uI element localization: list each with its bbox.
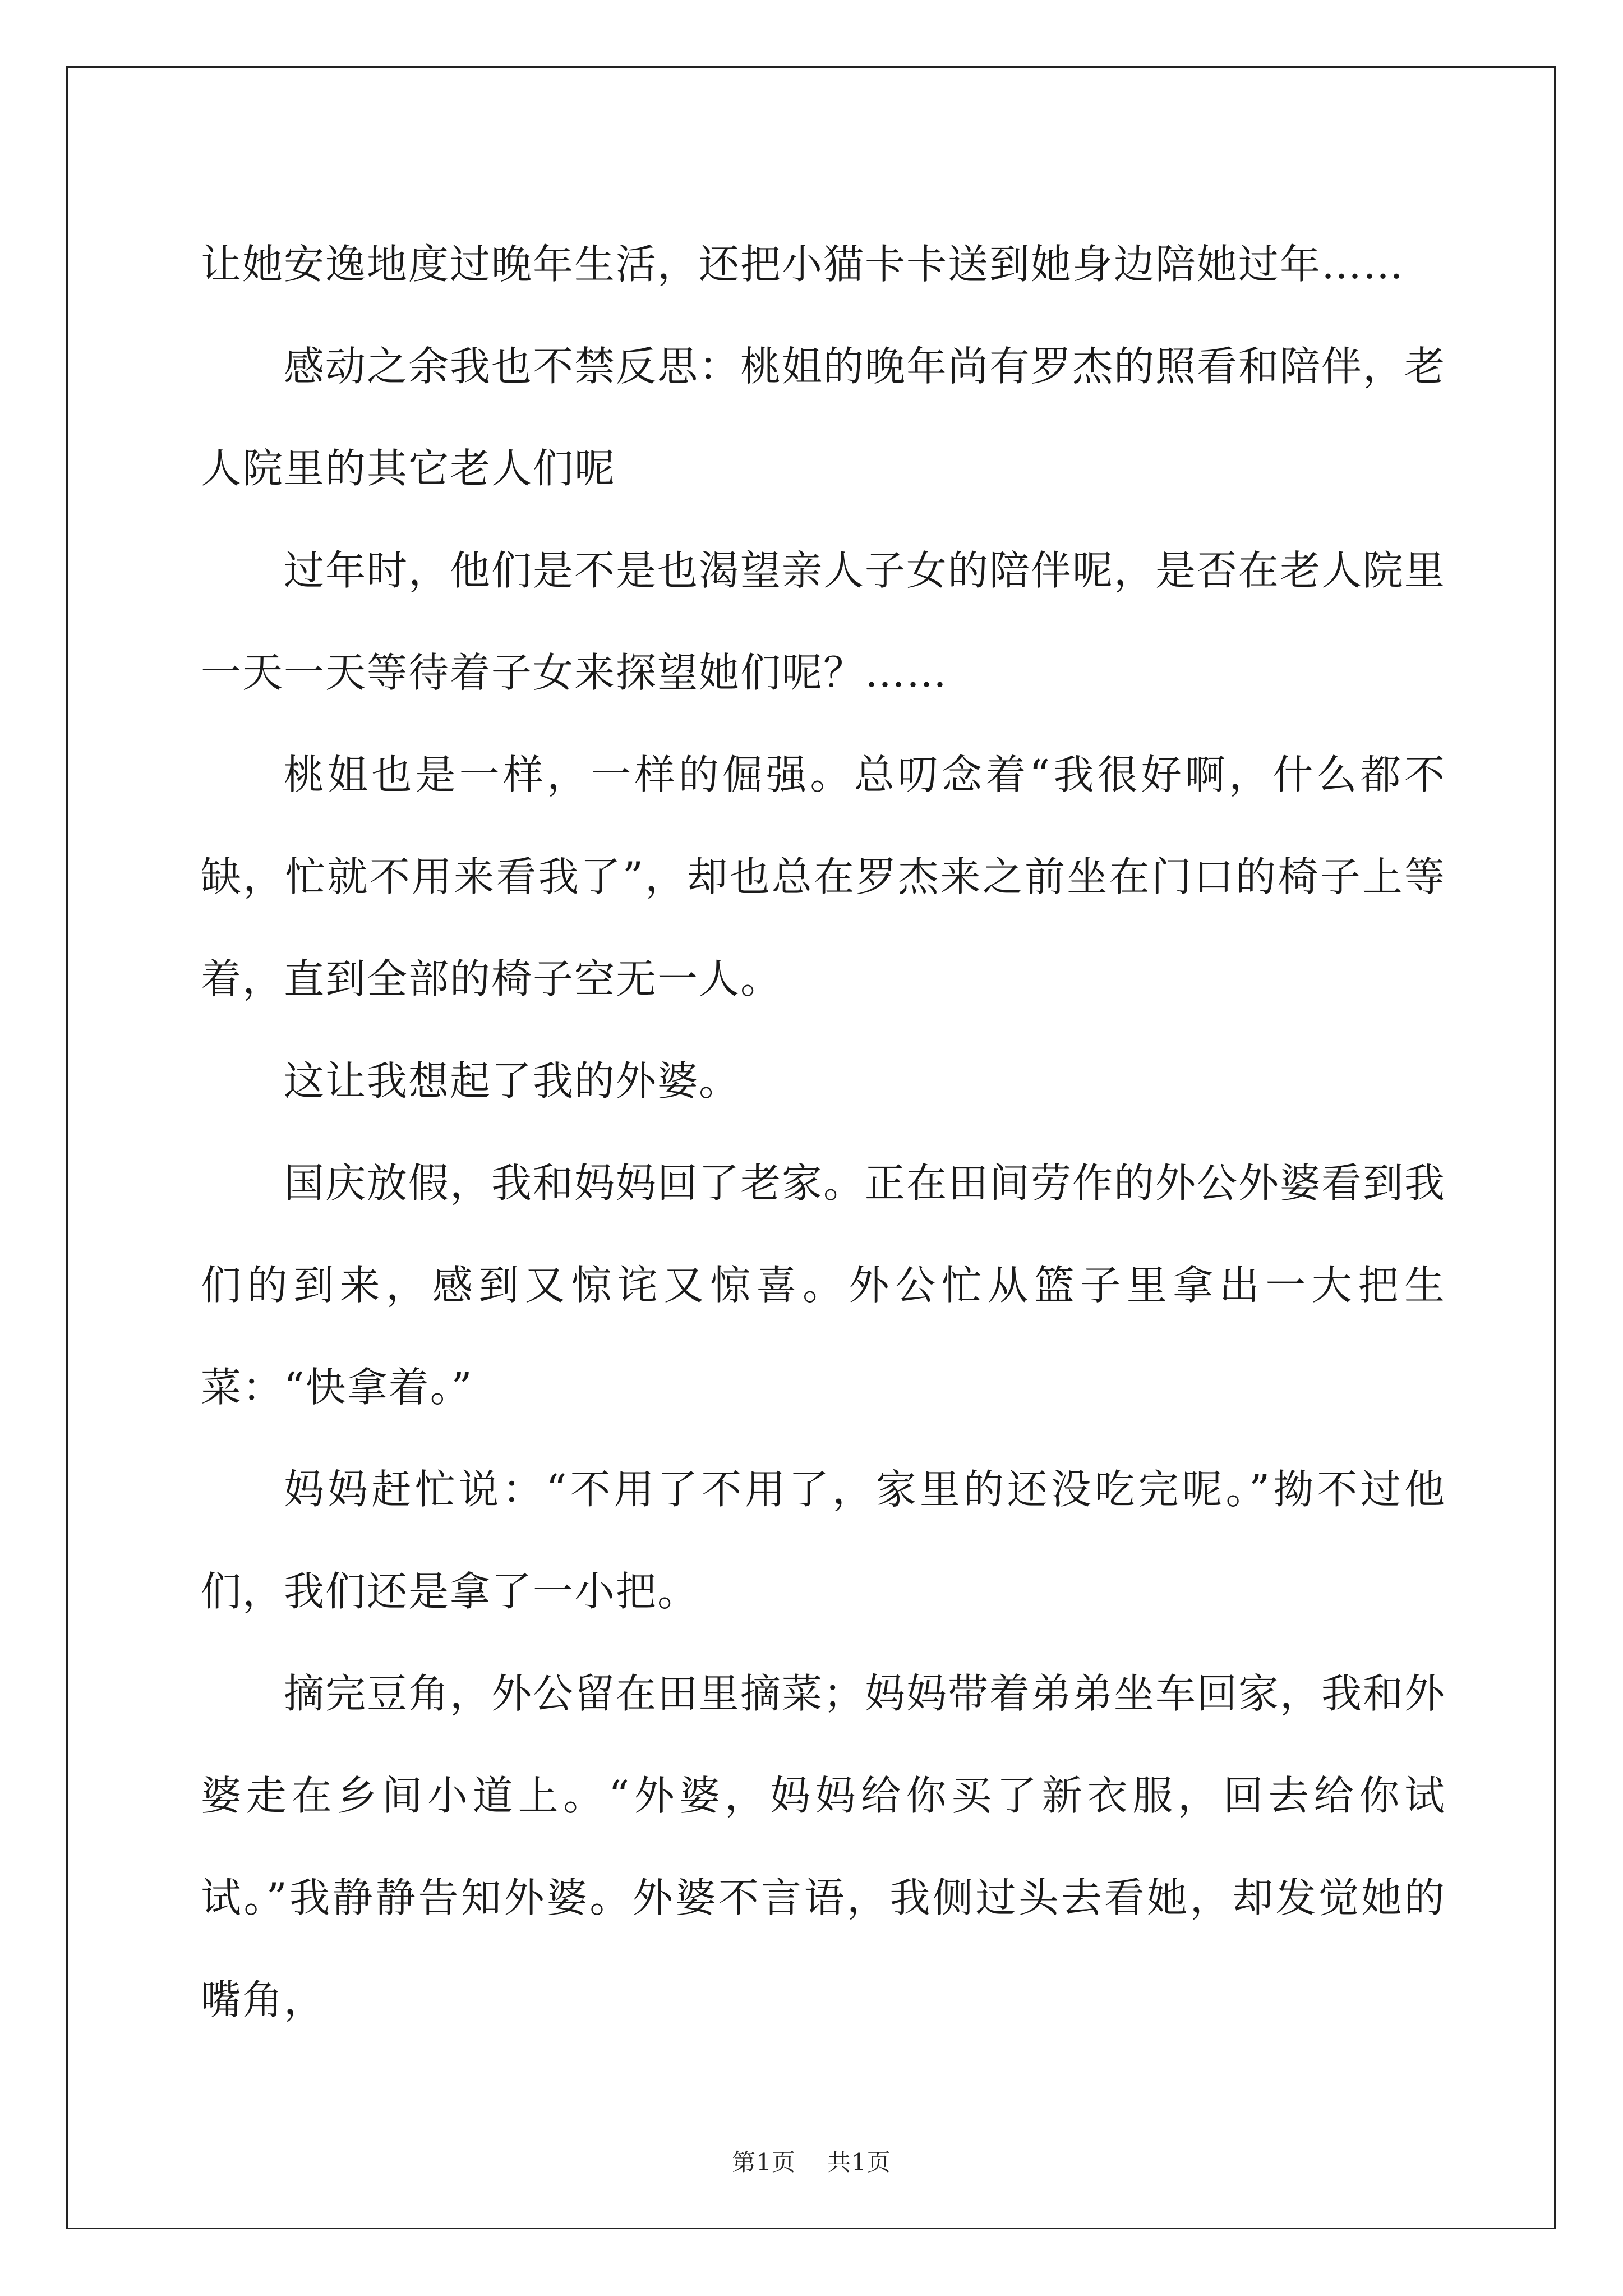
paragraph-2: 感动之余我也不禁反思：桃姐的晚年尚有罗杰的照看和陪伴，老人院里的其它老人们呢 <box>201 343 1446 492</box>
paragraph-7: 妈妈赶忙说：“不用了不用了，家里的还没吃完呢。”拗不过他们，我们还是拿了一小把。 <box>201 1466 1446 1615</box>
paragraph-3: 过年时，他们是不是也渴望亲人子女的陪伴呢，是否在老人院里一天一天等待着子女来探望她们呢？…… <box>201 547 1446 696</box>
paragraph-6: 国庆放假，我和妈妈回了老家。正在田间劳作的外公外婆看到我们的到来，感到又惊诧又惊喜。外公忙从篮子里拿出一大把生菜：“快拿着。” <box>201 1159 1446 1411</box>
page-total: 共1页 <box>827 2148 891 2176</box>
page-number: 第1页 <box>732 2148 796 2176</box>
paragraph-5: 这让我想起了我的外婆。 <box>284 1057 741 1105</box>
document-body <box>201 213 1446 2051</box>
paragraph-4: 桃姐也是一样，一样的倔强。总叨念着“我很好啊，什么都不缺，忙就不用来看我了”，却也总在罗杰来之前坐在门口的椅子上等着，直到全部的椅子空无一人。 <box>201 751 1446 1002</box>
page-footer <box>0 2144 1623 2178</box>
paragraph-1: 让她安逸地度过晚年生活，还把小猫卡卡送到她身边陪她过年…… <box>201 241 1405 288</box>
paragraph-8: 摘完豆角，外公留在田里摘菜；妈妈带着弟弟坐车回家，我和外婆走在乡间小道上。“外婆，妈妈给你买了新衣服，回去给你试试。”我静静告知外婆。外婆不言语，我侧过头去看她，却发觉她的嘴角， <box>201 1670 1446 2023</box>
